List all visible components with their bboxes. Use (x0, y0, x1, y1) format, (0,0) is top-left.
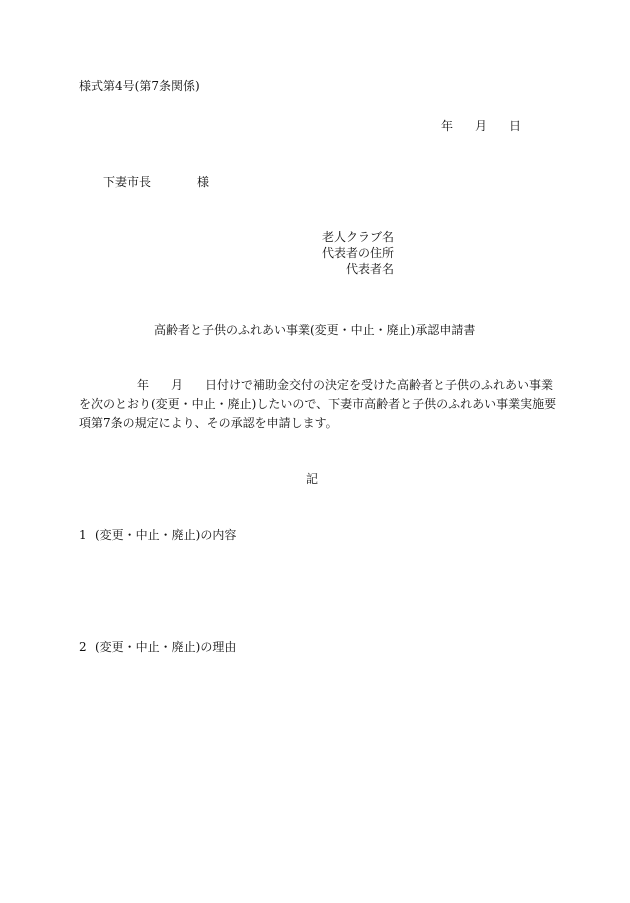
addressee-mayor: 下妻市長 (103, 175, 152, 189)
application-date (441, 118, 521, 134)
item-label: (変更・中止・廃止)の内容 (95, 528, 237, 542)
representative-name-label: 代表者名 (345, 262, 394, 276)
date-month: 月 (475, 119, 488, 133)
body-month: 月 (171, 378, 184, 392)
club-name-label: 老人クラブ名 (321, 230, 394, 244)
applicant-block (322, 229, 394, 277)
date-year: 年 (441, 119, 454, 133)
body-year: 年 (137, 378, 150, 392)
body-line-3: 項第7条の規定により、その承認を申請します。 (79, 416, 338, 430)
item-number: 2 (79, 640, 87, 654)
item-label: (変更・中止・廃止)の理由 (95, 640, 237, 654)
form-number: 様式第4号(第7条関係) (79, 79, 200, 93)
item-number: 1 (79, 528, 87, 542)
body-line-2: を次のとおり(変更・中止・廃止)したいので、下妻市高齢者と子供のふれあい事業実施要 (79, 397, 557, 411)
body-line-1-rest: 日付けで補助金交付の決定を受けた高齢者と子供のふれあい事業 (205, 378, 554, 392)
representative-address-label: 代表者の住所 (321, 246, 394, 260)
date-day: 日 (509, 119, 522, 133)
addressee-honorific: 様 (197, 175, 210, 189)
body-line-1 (79, 376, 559, 395)
addressee (103, 174, 209, 190)
body-paragraph (79, 376, 559, 433)
document-title: 高齢者と子供のふれあい事業(変更・中止・廃止)承認申請書 (154, 323, 476, 337)
ki-heading: 記 (306, 472, 319, 486)
item-reason (79, 639, 236, 655)
item-content (79, 527, 236, 543)
